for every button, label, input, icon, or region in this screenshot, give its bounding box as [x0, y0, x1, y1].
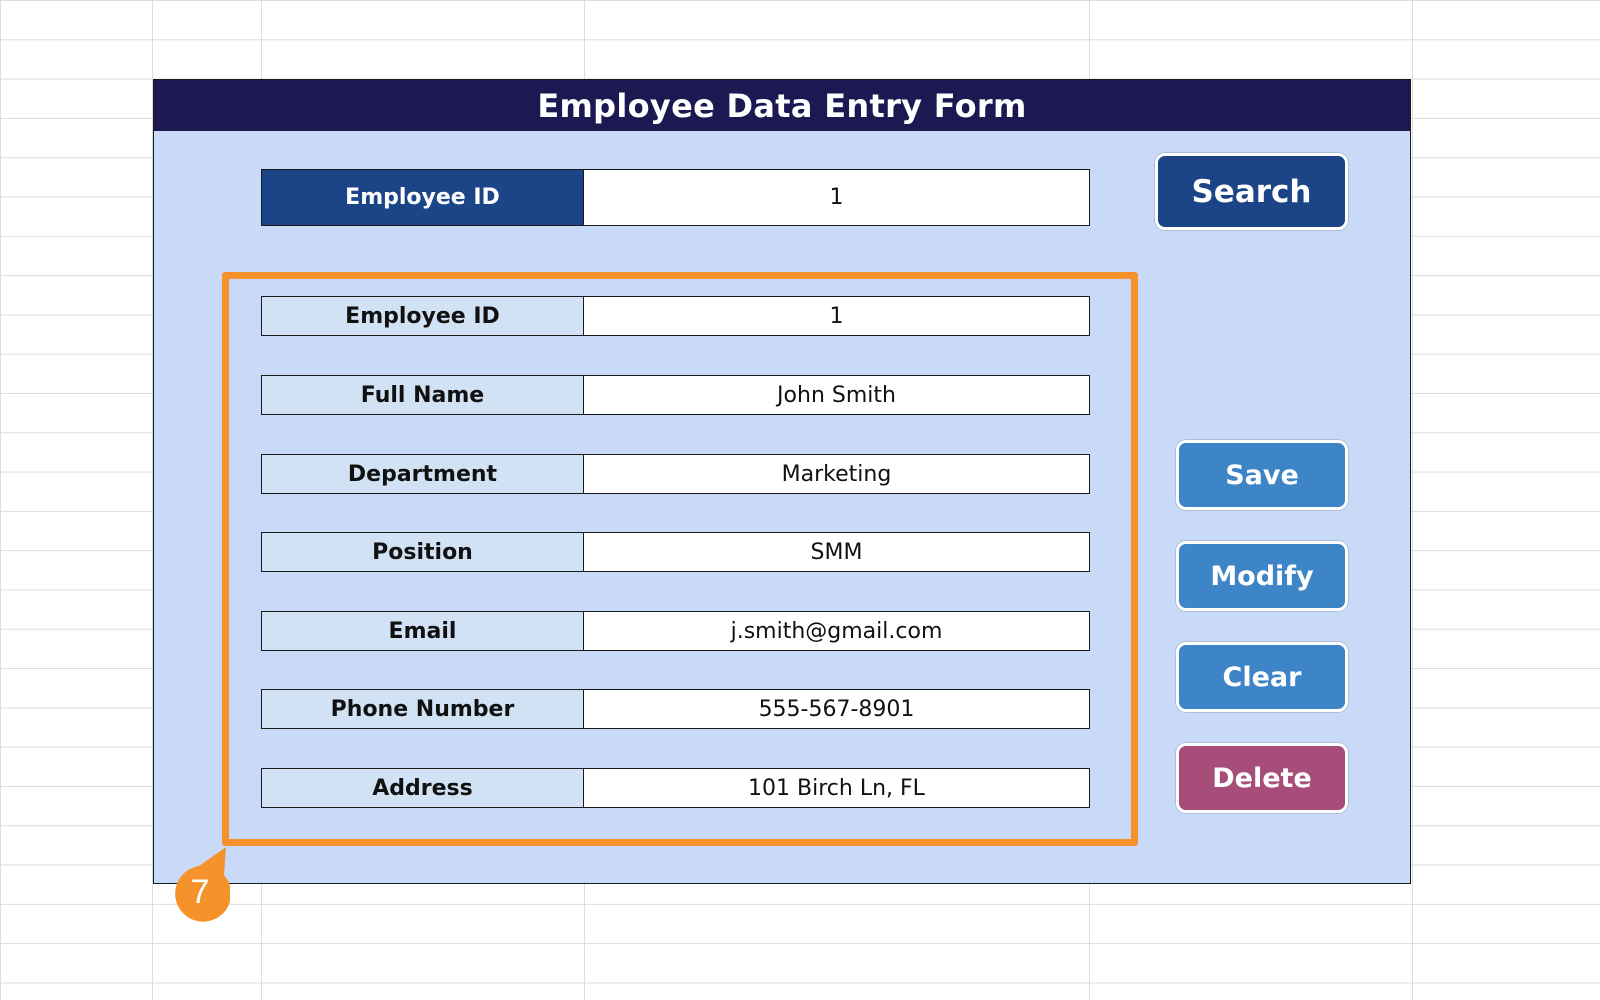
modify-button[interactable]: Modify: [1176, 541, 1348, 611]
delete-button[interactable]: Delete: [1176, 743, 1348, 813]
search-button[interactable]: Search: [1155, 153, 1348, 230]
address-field[interactable]: 101 Birch Ln, FL: [584, 769, 1089, 807]
phone-number-field[interactable]: 555-567-8901: [584, 690, 1089, 728]
step-number: 7: [190, 872, 210, 911]
highlight-box: [222, 272, 1138, 846]
field-label: Department: [262, 455, 584, 493]
email-field[interactable]: j.smith@gmail.com: [584, 612, 1089, 650]
field-label: Address: [262, 769, 584, 807]
department-field[interactable]: Marketing: [584, 455, 1089, 493]
form-title: Employee Data Entry Form: [154, 80, 1410, 131]
clear-button[interactable]: Clear: [1176, 642, 1348, 712]
field-label: Phone Number: [262, 690, 584, 728]
grid-column-line: [1412, 0, 1413, 1000]
search-id-row: [261, 169, 1090, 226]
employee-form: [153, 79, 1411, 884]
save-button[interactable]: Save: [1176, 440, 1348, 510]
search-id-input[interactable]: 1: [584, 170, 1089, 225]
full-name-field[interactable]: John Smith: [584, 376, 1089, 414]
search-id-label: Employee ID: [262, 170, 584, 225]
field-label: Full Name: [262, 376, 584, 414]
employee-id-field[interactable]: 1: [584, 297, 1089, 335]
field-label: Position: [262, 533, 584, 571]
field-label: Email: [262, 612, 584, 650]
field-label: Employee ID: [262, 297, 584, 335]
position-field[interactable]: SMM: [584, 533, 1089, 571]
